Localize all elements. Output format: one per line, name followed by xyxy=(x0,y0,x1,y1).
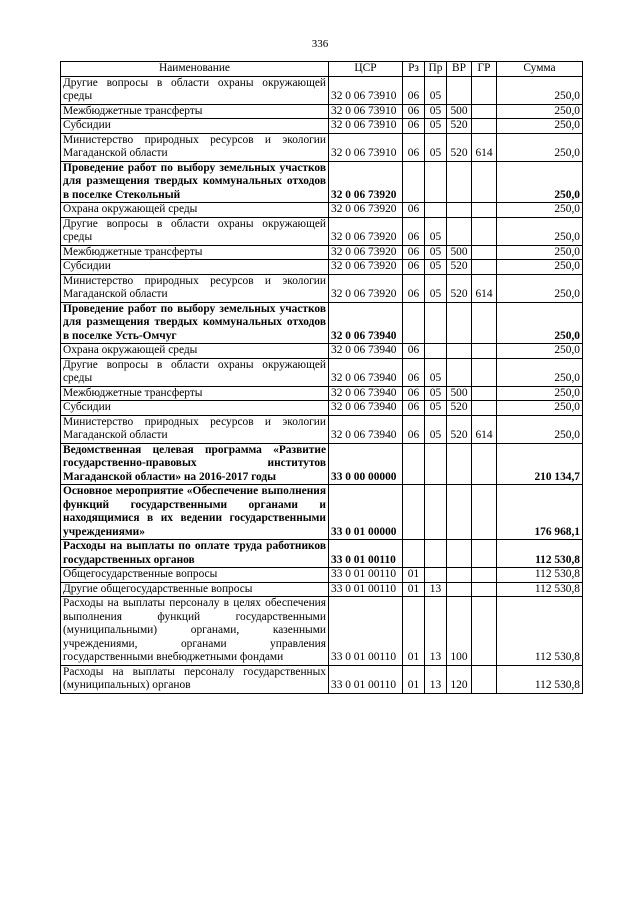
row-rz-cell xyxy=(403,443,425,485)
row-sum-cell: 112 530,8 xyxy=(497,582,583,597)
row-name-cell: Межбюджетные трансферты xyxy=(61,386,329,401)
row-csr-cell: 33 0 01 00000 xyxy=(329,485,403,540)
row-sum-cell: 250,0 xyxy=(497,386,583,401)
table-row xyxy=(61,203,583,218)
row-csr-cell: 32 0 06 73940 xyxy=(329,401,403,416)
row-sum-cell: 112 530,8 xyxy=(497,597,583,666)
row-sum-cell: 250,0 xyxy=(497,401,583,416)
row-csr-cell: 32 0 06 73920 xyxy=(329,161,403,203)
row-rz-cell xyxy=(403,302,425,344)
row-rz-cell: 06 xyxy=(403,76,425,104)
page-number: 336 xyxy=(311,38,329,50)
row-rz-cell: 06 xyxy=(403,203,425,218)
row-sum-cell: 112 530,8 xyxy=(497,665,583,693)
row-pr-cell: 05 xyxy=(425,260,447,275)
row-rz-cell: 06 xyxy=(403,245,425,260)
row-rz-cell xyxy=(403,540,425,568)
header-csr: ЦСР xyxy=(329,62,403,77)
row-gr-cell xyxy=(472,203,497,218)
row-rz-cell: 06 xyxy=(403,260,425,275)
row-pr-cell xyxy=(425,302,447,344)
row-vr-cell xyxy=(447,582,472,597)
row-gr-cell: 614 xyxy=(472,274,497,302)
row-vr-cell: 520 xyxy=(447,415,472,443)
row-sum-cell: 250,0 xyxy=(497,76,583,104)
row-gr-cell xyxy=(472,597,497,666)
row-name-cell: Основное мероприятие «Обеспечение выполнения функций государственными органами и находящимися в их ведении государственными учреждениями» xyxy=(61,485,329,540)
row-pr-cell: 05 xyxy=(425,358,447,386)
row-gr-cell xyxy=(472,485,497,540)
row-rz-cell: 06 xyxy=(403,274,425,302)
row-sum-cell: 250,0 xyxy=(497,344,583,359)
row-vr-cell xyxy=(447,568,472,583)
table-row xyxy=(61,386,583,401)
row-pr-cell: 05 xyxy=(425,104,447,119)
row-name-cell: Субсидии xyxy=(61,260,329,275)
row-sum-cell: 250,0 xyxy=(497,161,583,203)
row-pr-cell: 05 xyxy=(425,217,447,245)
table-row xyxy=(61,568,583,583)
row-vr-cell xyxy=(447,485,472,540)
row-csr-cell: 32 0 06 73920 xyxy=(329,274,403,302)
row-csr-cell: 32 0 06 73920 xyxy=(329,260,403,275)
row-gr-cell xyxy=(472,217,497,245)
table-row xyxy=(61,443,583,485)
row-rz-cell xyxy=(403,485,425,540)
row-name-cell: Общегосударственные вопросы xyxy=(61,568,329,583)
table-row xyxy=(61,415,583,443)
row-csr-cell: 32 0 06 73920 xyxy=(329,217,403,245)
row-name-cell: Проведение работ по выбору земельных участков для размещения твердых коммунальных отходов в поселке Усть-Омчуг xyxy=(61,302,329,344)
row-rz-cell: 06 xyxy=(403,415,425,443)
row-rz-cell: 06 xyxy=(403,104,425,119)
row-csr-cell: 33 0 01 00110 xyxy=(329,568,403,583)
row-name-cell: Межбюджетные трансферты xyxy=(61,245,329,260)
row-vr-cell xyxy=(447,540,472,568)
row-sum-cell: 250,0 xyxy=(497,133,583,161)
row-name-cell: Министерство природных ресурсов и экологии Магаданской области xyxy=(61,415,329,443)
row-name-cell: Ведомственная целевая программа «Развитие государственно-правовых институтов Магаданской области» на 2016-2017 годы xyxy=(61,443,329,485)
row-vr-cell xyxy=(447,358,472,386)
row-rz-cell: 06 xyxy=(403,401,425,416)
row-rz-cell: 06 xyxy=(403,119,425,134)
table-row xyxy=(61,260,583,275)
row-pr-cell xyxy=(425,485,447,540)
row-vr-cell: 520 xyxy=(447,119,472,134)
row-pr-cell: 13 xyxy=(425,597,447,666)
header-gr: ГР xyxy=(472,62,497,77)
row-rz-cell: 06 xyxy=(403,386,425,401)
budget-table xyxy=(60,61,583,694)
row-csr-cell: 32 0 06 73920 xyxy=(329,245,403,260)
header-pr: Пр xyxy=(425,62,447,77)
row-pr-cell: 05 xyxy=(425,415,447,443)
table-row xyxy=(61,358,583,386)
table-row xyxy=(61,245,583,260)
row-gr-cell xyxy=(472,386,497,401)
row-rz-cell: 01 xyxy=(403,665,425,693)
row-name-cell: Расходы на выплаты персоналу в целях обеспечения выполнения функций государственными (муниципальными) органами, казенными учреждениями, органами управления государственными внебюджетными фондами xyxy=(61,597,329,666)
row-pr-cell xyxy=(425,344,447,359)
row-sum-cell: 250,0 xyxy=(497,104,583,119)
row-rz-cell xyxy=(403,161,425,203)
row-name-cell: Другие общегосударственные вопросы xyxy=(61,582,329,597)
row-name-cell: Другие вопросы в области охраны окружающей среды xyxy=(61,76,329,104)
row-vr-cell: 120 xyxy=(447,665,472,693)
row-vr-cell: 100 xyxy=(447,597,472,666)
row-pr-cell xyxy=(425,568,447,583)
row-sum-cell: 250,0 xyxy=(497,203,583,218)
row-vr-cell xyxy=(447,344,472,359)
row-name-cell: Межбюджетные трансферты xyxy=(61,104,329,119)
row-gr-cell xyxy=(472,358,497,386)
table-row xyxy=(61,302,583,344)
row-gr-cell xyxy=(472,568,497,583)
row-rz-cell: 06 xyxy=(403,133,425,161)
row-csr-cell: 33 0 01 00110 xyxy=(329,582,403,597)
row-vr-cell: 500 xyxy=(447,104,472,119)
row-sum-cell: 210 134,7 xyxy=(497,443,583,485)
row-gr-cell xyxy=(472,119,497,134)
row-pr-cell xyxy=(425,443,447,485)
table-row xyxy=(61,76,583,104)
table-row xyxy=(61,274,583,302)
row-csr-cell: 32 0 06 73940 xyxy=(329,386,403,401)
row-name-cell: Субсидии xyxy=(61,401,329,416)
row-gr-cell xyxy=(472,302,497,344)
row-csr-cell: 32 0 06 73910 xyxy=(329,104,403,119)
row-vr-cell xyxy=(447,203,472,218)
row-csr-cell: 32 0 06 73940 xyxy=(329,344,403,359)
table-row xyxy=(61,597,583,666)
row-name-cell: Охрана окружающей среды xyxy=(61,344,329,359)
table-row xyxy=(61,217,583,245)
table-row xyxy=(61,582,583,597)
row-name-cell: Расходы на выплаты по оплате труда работников государственных органов xyxy=(61,540,329,568)
row-name-cell: Министерство природных ресурсов и экологии Магаданской области xyxy=(61,274,329,302)
row-pr-cell: 05 xyxy=(425,133,447,161)
row-gr-cell xyxy=(472,260,497,275)
row-gr-cell xyxy=(472,540,497,568)
row-name-cell: Другие вопросы в области охраны окружающей среды xyxy=(61,358,329,386)
row-rz-cell: 06 xyxy=(403,344,425,359)
row-rz-cell: 06 xyxy=(403,217,425,245)
table-row xyxy=(61,401,583,416)
row-sum-cell: 250,0 xyxy=(497,245,583,260)
row-gr-cell xyxy=(472,344,497,359)
row-gr-cell xyxy=(472,76,497,104)
header-rz: Рз xyxy=(403,62,425,77)
row-sum-cell: 250,0 xyxy=(497,260,583,275)
row-vr-cell xyxy=(447,76,472,104)
row-sum-cell: 250,0 xyxy=(497,358,583,386)
row-pr-cell: 05 xyxy=(425,245,447,260)
row-csr-cell: 32 0 06 73940 xyxy=(329,358,403,386)
row-name-cell: Расходы на выплаты персоналу государственных (муниципальных) органов xyxy=(61,665,329,693)
table-row xyxy=(61,161,583,203)
row-name-cell: Другие вопросы в области охраны окружающей среды xyxy=(61,217,329,245)
row-sum-cell: 250,0 xyxy=(497,302,583,344)
row-pr-cell: 05 xyxy=(425,119,447,134)
row-gr-cell xyxy=(472,161,497,203)
row-pr-cell xyxy=(425,540,447,568)
header-vr: ВР xyxy=(447,62,472,77)
row-gr-cell xyxy=(472,401,497,416)
row-csr-cell: 33 0 01 00110 xyxy=(329,665,403,693)
row-gr-cell: 614 xyxy=(472,415,497,443)
row-gr-cell xyxy=(472,104,497,119)
row-pr-cell: 05 xyxy=(425,401,447,416)
row-vr-cell xyxy=(447,217,472,245)
row-vr-cell xyxy=(447,161,472,203)
row-csr-cell: 33 0 01 00110 xyxy=(329,540,403,568)
row-vr-cell: 520 xyxy=(447,133,472,161)
row-sum-cell: 250,0 xyxy=(497,415,583,443)
row-pr-cell: 05 xyxy=(425,386,447,401)
row-pr-cell xyxy=(425,203,447,218)
row-csr-cell: 33 0 01 00110 xyxy=(329,597,403,666)
table-row xyxy=(61,104,583,119)
row-pr-cell xyxy=(425,161,447,203)
row-gr-cell xyxy=(472,443,497,485)
row-rz-cell: 01 xyxy=(403,597,425,666)
row-pr-cell: 05 xyxy=(425,76,447,104)
row-pr-cell: 05 xyxy=(425,274,447,302)
row-name-cell: Проведение работ по выбору земельных участков для размещения твердых коммунальных отходов в поселке Стекольный xyxy=(61,161,329,203)
header-sum: Сумма xyxy=(497,62,583,77)
row-vr-cell: 500 xyxy=(447,386,472,401)
row-name-cell: Министерство природных ресурсов и экологии Магаданской области xyxy=(61,133,329,161)
row-gr-cell: 614 xyxy=(472,133,497,161)
row-csr-cell: 32 0 06 73910 xyxy=(329,76,403,104)
row-csr-cell: 32 0 06 73940 xyxy=(329,415,403,443)
table-row xyxy=(61,485,583,540)
header-name: Наименование xyxy=(61,62,329,77)
row-sum-cell: 112 530,8 xyxy=(497,540,583,568)
row-vr-cell: 520 xyxy=(447,401,472,416)
row-sum-cell: 250,0 xyxy=(497,119,583,134)
row-vr-cell: 520 xyxy=(447,260,472,275)
row-vr-cell: 500 xyxy=(447,245,472,260)
row-gr-cell xyxy=(472,665,497,693)
row-gr-cell xyxy=(472,245,497,260)
row-vr-cell: 520 xyxy=(447,274,472,302)
row-name-cell: Охрана окружающей среды xyxy=(61,203,329,218)
row-name-cell: Субсидии xyxy=(61,119,329,134)
row-sum-cell: 176 968,1 xyxy=(497,485,583,540)
table-row xyxy=(61,665,583,693)
header-row xyxy=(61,62,583,77)
row-rz-cell: 01 xyxy=(403,582,425,597)
row-csr-cell: 33 0 00 00000 xyxy=(329,443,403,485)
row-sum-cell: 250,0 xyxy=(497,217,583,245)
row-csr-cell: 32 0 06 73940 xyxy=(329,302,403,344)
row-vr-cell xyxy=(447,302,472,344)
table-row xyxy=(61,133,583,161)
row-rz-cell: 06 xyxy=(403,358,425,386)
row-csr-cell: 32 0 06 73910 xyxy=(329,119,403,134)
row-sum-cell: 250,0 xyxy=(497,274,583,302)
row-csr-cell: 32 0 06 73910 xyxy=(329,133,403,161)
row-csr-cell: 32 0 06 73920 xyxy=(329,203,403,218)
row-pr-cell: 13 xyxy=(425,582,447,597)
row-rz-cell: 01 xyxy=(403,568,425,583)
row-pr-cell: 13 xyxy=(425,665,447,693)
table-row xyxy=(61,540,583,568)
row-sum-cell: 112 530,8 xyxy=(497,568,583,583)
row-gr-cell xyxy=(472,582,497,597)
table-row xyxy=(61,119,583,134)
table-row xyxy=(61,344,583,359)
row-vr-cell xyxy=(447,443,472,485)
